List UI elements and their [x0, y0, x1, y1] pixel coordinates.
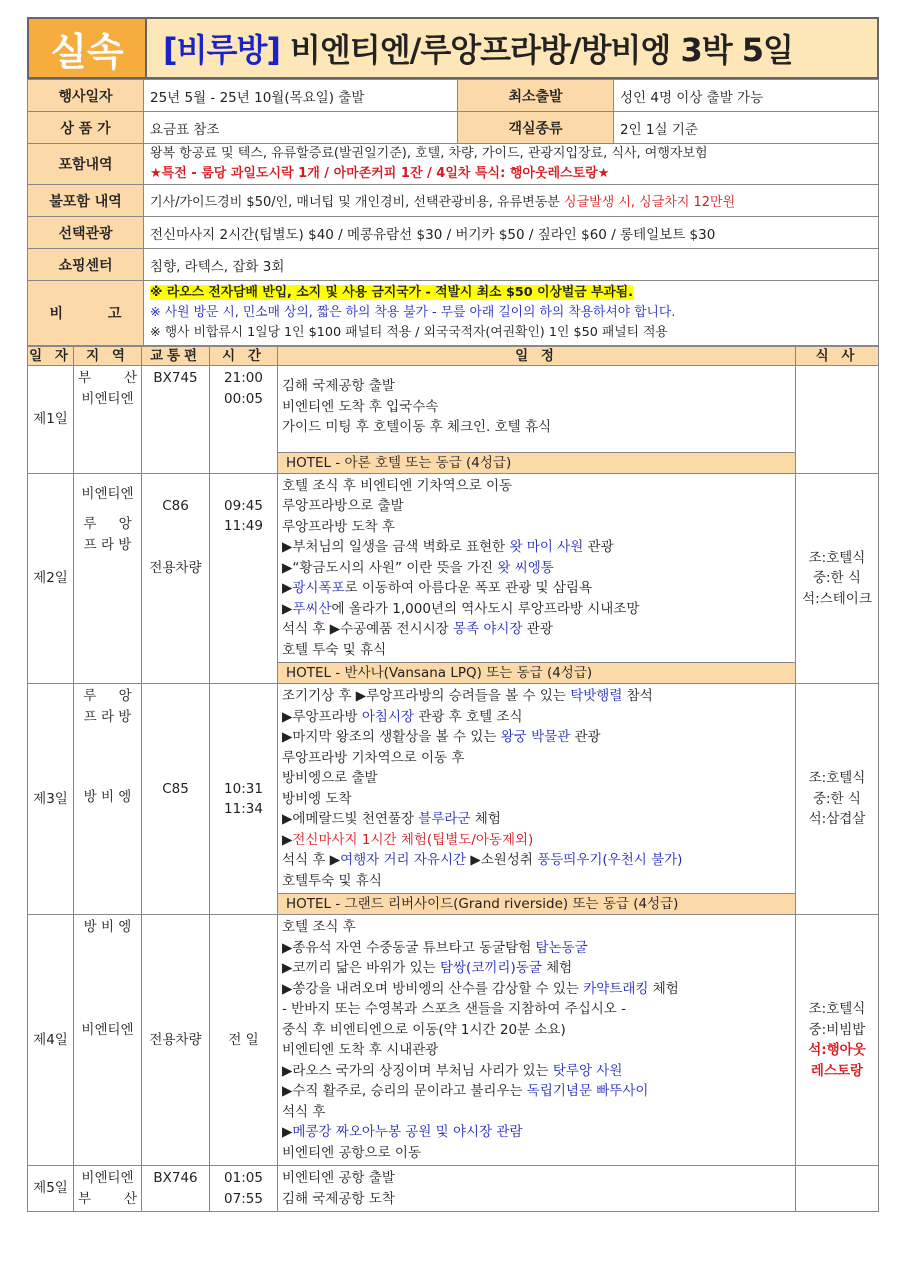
- departure-time: 01:05: [224, 1170, 263, 1186]
- incl-benefit: ★특전 - 룸당 과일도시락 1개 / 아마존커피 1잔 / 4일차 특식: 행아웃레스토랑★: [150, 166, 610, 181]
- excl-label: 불포함 내역: [28, 185, 144, 217]
- arrival-time: 07:55: [224, 1190, 263, 1207]
- schedule-cell: [278, 1166, 796, 1212]
- transport-cell: [142, 366, 210, 474]
- meal-breakfast: 조:호텔식: [808, 1001, 866, 1017]
- region-cell: [74, 915, 142, 1166]
- attraction-name: 카약트래킹: [583, 980, 649, 997]
- product-title: [147, 19, 877, 77]
- schedule-line: ▶부처님의 일생을 금색 벽화로 표현한 왓 마이 사원 관광: [282, 539, 614, 555]
- massage-activity: 전신마사지 1시간 체험(팁별도/아동제외): [292, 831, 534, 848]
- schedule-line: ▶광시폭포로 이동하여 아름다운 폭포 관광 및 삼림욕: [282, 580, 593, 596]
- meal-cell: [796, 473, 879, 684]
- itinerary-document: [27, 17, 879, 1212]
- route-code: [비루방]: [163, 31, 280, 69]
- attraction-name: 왓 마이 사원: [509, 539, 584, 555]
- incl-label: 포함내역: [28, 144, 144, 185]
- schedule-line: ▶코끼리 닮은 바위가 있는 탐쌍(코끼리)동굴 체험: [282, 960, 573, 976]
- note-dress: ※ 사원 방문 시, 민소매 상의, 짧은 하의 착용 불가 - 무릎 아래 길이의 하의 착용하셔야 합니다.: [150, 305, 676, 320]
- attraction-name: 블루라군: [418, 811, 471, 827]
- shop-value: 침향, 라텍스, 잡화 3회: [144, 249, 879, 281]
- col-schedule: 일 정: [278, 347, 796, 366]
- note-label: 비 고: [28, 281, 144, 346]
- day-row: [28, 1166, 879, 1212]
- schedule-cell: [278, 366, 796, 474]
- schedule-line: 조기기상 후 ▶루앙프라방의 승려들을 볼 수 있는 탁밧행렬 참석: [282, 688, 653, 704]
- region-name: 비엔티엔: [81, 1021, 134, 1038]
- schedule-line: ▶루앙프라방 아침시장 관광 후 호텔 조식: [282, 708, 523, 725]
- attraction-name: 독립기념문 빠뚜사이: [526, 1083, 649, 1099]
- schedule-line: 비엔티엔 도착 후 시내관광: [282, 1042, 439, 1058]
- info-table: [27, 79, 879, 346]
- schedule-line: - 반바지 또는 수영복과 스포츠 샌들을 지참하여 주십시오 -: [282, 1001, 627, 1017]
- route-title: 비엔티엔/루앙프라방/방비엥 3박 5일: [290, 31, 793, 69]
- schedule-line: 석식 후 ▶여행자 거리 자유시간 ▶소원성취 풍등띄우기(우천시 불가): [282, 852, 683, 868]
- meal-dinner: 석:행아웃: [808, 1042, 866, 1058]
- schedule-line: 루앙프라방 기차역으로 이동 후: [282, 749, 465, 766]
- price-value: 요금표 참조: [144, 112, 458, 144]
- schedule-line: 호텔 조식 후 비엔티엔 기차역으로 이동: [282, 477, 513, 494]
- day-label: 제3일: [28, 684, 74, 915]
- transport-vehicle: 전용차량: [149, 1031, 202, 1048]
- schedule-cell: [278, 473, 796, 684]
- transport-cell: [142, 684, 210, 915]
- schedule-table: [27, 346, 879, 1212]
- transport-cell: [142, 915, 210, 1166]
- transport-cell: [142, 1166, 210, 1212]
- price-label: 상 품 가: [28, 112, 144, 144]
- schedule-line: ▶쏭강을 내려오며 방비엥의 산수를 감상할 수 있는 카약트래킹 체험: [282, 980, 679, 997]
- attraction-name: 풍등띄우기(우천시 불가): [537, 852, 683, 868]
- time-cell: [210, 684, 278, 915]
- day-row: [28, 684, 879, 915]
- schedule-line: 중식 후 비엔티엔으로 이동(약 1시간 20분 소요): [282, 1021, 566, 1038]
- meal-lunch: 중:한 식: [813, 790, 861, 807]
- attraction-name: 탁밧행렬: [570, 688, 623, 704]
- col-transport: 교통편: [142, 347, 210, 366]
- arrival-time: 11:34: [224, 801, 263, 817]
- excl-value: [144, 185, 879, 217]
- region-name: 비엔티엔: [81, 485, 134, 502]
- attraction-name: 왓 씨엥통: [497, 559, 554, 576]
- schedule-line: 호텔 투숙 및 휴식: [282, 641, 387, 658]
- meal-dinner-cont: 레스토랑: [810, 1062, 864, 1079]
- region-name: 루 앙: [83, 516, 132, 532]
- meal-cell: [796, 684, 879, 915]
- note-penalty: ※ 행사 비합류시 1일당 1인 $100 패널티 적용 / 외국국적자(여권확인) 1인 $50 패널티 적용: [150, 325, 668, 340]
- room-value: 2인 1실 기준: [614, 112, 879, 144]
- incl-value: [144, 144, 879, 185]
- schedule-line: ▶전신마사지 1시간 체험(팁별도/아동제외): [282, 831, 534, 848]
- schedule-line: 비엔티엔 도착 후 입국수속: [282, 398, 439, 415]
- meal-lunch: 중:한 식: [813, 570, 861, 586]
- hotel-bar: HOTEL - 아론 호텔 또는 동급 (4성급): [278, 452, 795, 473]
- schedule-line: 루앙프라방 도착 후: [282, 518, 395, 535]
- title-header: [27, 17, 879, 79]
- excl-text: 기사/가이드경비 $50/인, 매너팁 및 개인경비, 선택관광비용, 유류변동분: [150, 195, 564, 210]
- meal-cell: [796, 366, 879, 474]
- region-name: 비엔티엔: [81, 390, 134, 407]
- meal-dinner: 석:삼겹살: [808, 811, 866, 828]
- attraction-name: 왕궁 박물관: [500, 729, 571, 745]
- time-cell: [210, 473, 278, 684]
- schedule-line: 방비엥 도착: [282, 790, 352, 807]
- region-name: 프 라 방: [83, 536, 132, 553]
- schedule-line: ▶라오스 국가의 상징이며 부처님 사리가 있는 탓루앙 사원: [282, 1062, 623, 1079]
- arrival-time: 11:49: [224, 518, 263, 534]
- day-label: 제4일: [28, 915, 74, 1166]
- region-cell: [74, 684, 142, 915]
- day-label: 제1일: [28, 366, 74, 474]
- schedule-line: ▶종유석 자연 수중동굴 튜브타고 동굴탐험 탐논동굴: [282, 939, 588, 956]
- schedule-line: 가이드 미팅 후 호텔이동 후 체크인. 호텔 휴식: [282, 419, 552, 435]
- note-value: [144, 281, 879, 346]
- period-label: 행사일자: [28, 80, 144, 112]
- schedule-line: 호텔 조식 후: [282, 919, 356, 935]
- attraction-name: 광시폭포: [292, 580, 345, 596]
- meal-cell: [796, 915, 879, 1166]
- schedule-line: 비엔티엔 공항 출발: [282, 1170, 395, 1186]
- day-row: [28, 915, 879, 1166]
- meal-dinner: 석:스테이크: [802, 590, 872, 607]
- schedule-line: ▶푸씨산에 올라가 1,000년의 역사도시 루앙프라방 시내조망: [282, 600, 640, 617]
- departure-time: 10:31: [224, 780, 263, 797]
- schedule-line: ▶메콩강 짜오아누봉 공원 및 야시장 관람: [282, 1124, 523, 1140]
- col-day: 일 자: [29, 348, 72, 364]
- region-name: 방 비 엥: [83, 919, 132, 935]
- schedule-line: 김해 국제공항 도착: [282, 1190, 395, 1207]
- excl-single-charge: 싱글발생 시, 싱글차지 12만원: [563, 195, 736, 210]
- schedule-line: 비엔티엔 공항으로 이동: [282, 1144, 421, 1161]
- schedule-line: 루앙프라방으로 출발: [282, 498, 404, 514]
- time-cell: [210, 366, 278, 474]
- meal-breakfast: 조:호텔식: [808, 770, 866, 787]
- flight-code: BX745: [153, 370, 198, 386]
- region-name: 프 라 방: [83, 708, 132, 725]
- incl-line: 왕복 항공료 및 텍스, 유류할증료(발권일기준), 호텔, 차량, 가이드, 관광지입장료, 식사, 여행자보험: [150, 146, 708, 161]
- schedule-line: 방비엥으로 출발: [282, 770, 378, 786]
- schedule-line: 호텔투숙 및 휴식: [282, 872, 382, 889]
- meal-breakfast: 조:호텔식: [808, 549, 866, 566]
- region-name: 부 산: [78, 1190, 137, 1207]
- min-value: 성인 4명 이상 출발 가능: [614, 80, 879, 112]
- schedule-header: [28, 347, 879, 366]
- attraction-name: 여행자 거리 자유시간: [340, 852, 467, 868]
- schedule-line: 석식 후: [282, 1103, 326, 1120]
- region-cell: [74, 366, 142, 474]
- room-label: 객실종류: [458, 112, 614, 144]
- attraction-name: 푸씨산: [292, 600, 332, 617]
- transport-cell: [142, 473, 210, 684]
- hotel-bar: HOTEL - 반사나(Vansana LPQ) 또는 동급 (4성급): [278, 662, 795, 683]
- attraction-name: 탐쌍(코끼리)동굴: [439, 960, 542, 976]
- region-cell: [74, 1166, 142, 1212]
- meal-cell: [796, 1166, 879, 1212]
- region-name: 비엔티엔: [81, 1170, 134, 1186]
- attraction-name: 메콩강 짜오아누봉 공원 및 야시장 관람: [292, 1124, 523, 1140]
- col-meal: 식 사: [796, 347, 879, 366]
- schedule-line: 김해 국제공항 출발: [282, 378, 395, 394]
- departure-time: 21:00: [224, 370, 263, 386]
- schedule-line: ▶수직 활주로, 승리의 문이라고 불리우는 독립기념문 빠뚜사이: [282, 1083, 649, 1099]
- train-code: C86: [162, 497, 189, 514]
- schedule-line: ▶마지막 왕조의 생활상을 볼 수 있는 왕궁 박물관 관광: [282, 729, 601, 745]
- note-ecig: ※ 라오스 전자담배 반입, 소지 및 사용 금지국가 - 적발시 최소 $50 이상벌금 부과됨.: [150, 285, 633, 300]
- flight-code: BX746: [153, 1170, 198, 1186]
- region-name: 방 비 엥: [83, 789, 132, 805]
- transport-vehicle: 전용차량: [149, 560, 202, 576]
- optional-value: 전신마사지 2시간(팁별도) $40 / 메콩유람선 $30 / 버기카 $50 / 짚라인 $60 / 롱테일보트 $30: [144, 217, 879, 249]
- time-cell: [210, 1166, 278, 1212]
- col-region: 지 역: [74, 347, 142, 366]
- attraction-name: 몽족 야시장: [453, 621, 523, 637]
- day-label: 제2일: [28, 473, 74, 684]
- day-row: [28, 473, 879, 684]
- attraction-name: 아침시장: [361, 708, 415, 725]
- day-row: [28, 366, 879, 474]
- region-cell: [74, 473, 142, 684]
- schedule-line: ▶에메랄드빛 천연풀장 블루라군 체험: [282, 811, 501, 827]
- attraction-name: 탐논동굴: [535, 939, 588, 956]
- hotel-bar: HOTEL - 그랜드 리버사이드(Grand riverside) 또는 동급 (4성급): [278, 893, 795, 914]
- min-label: 최소출발: [458, 80, 614, 112]
- attraction-name: 탓루앙 사원: [552, 1062, 623, 1079]
- all-day: 전 일: [228, 1031, 259, 1048]
- departure-time: 09:45: [224, 497, 263, 514]
- meal-lunch: 중:비빔밥: [808, 1021, 866, 1038]
- period-value: 25년 5월 - 25년 10월(목요일) 출발: [144, 80, 458, 112]
- train-code: C85: [162, 780, 189, 797]
- time-cell: [210, 915, 278, 1166]
- schedule-line: 석식 후 ▶수공예품 전시시장 몽족 야시장 관광: [282, 621, 553, 637]
- shop-label: 쇼핑센터: [28, 249, 144, 281]
- schedule-line: ▶“황금도시의 사원” 이란 뜻을 가진 왓 씨엥통: [282, 559, 554, 576]
- schedule-cell: [278, 684, 796, 915]
- product-tag: 실속: [29, 19, 147, 77]
- region-name: 루 앙: [83, 688, 132, 704]
- col-time: 시 간: [210, 347, 278, 366]
- optional-label: 선택관광: [28, 217, 144, 249]
- region-name: 부 산: [78, 370, 137, 386]
- day-label: 제5일: [28, 1166, 74, 1212]
- arrival-time: 00:05: [224, 390, 263, 407]
- schedule-cell: [278, 915, 796, 1166]
